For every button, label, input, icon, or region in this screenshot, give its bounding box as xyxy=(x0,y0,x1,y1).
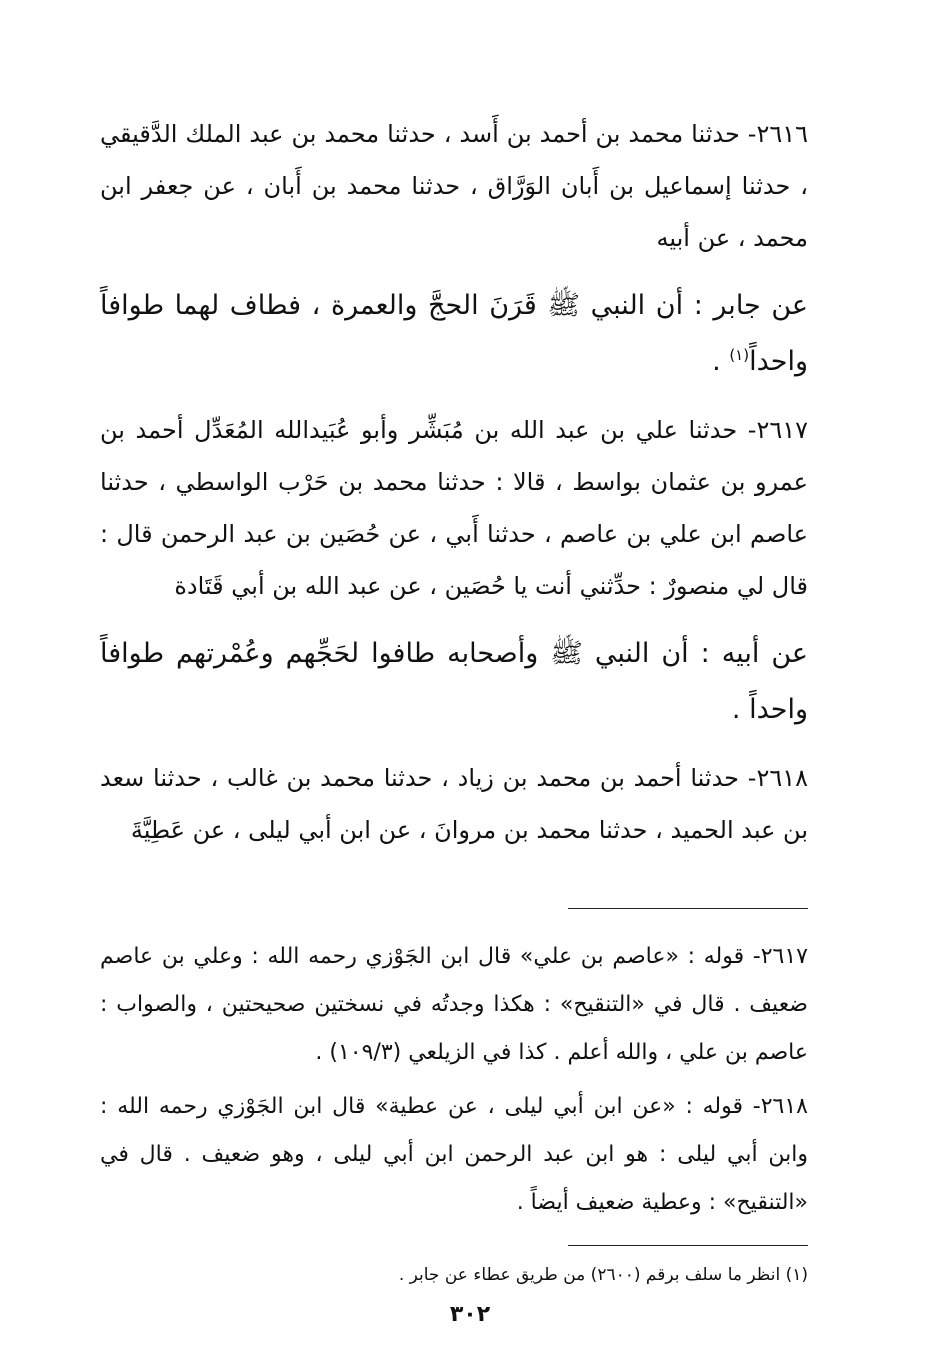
hadith-2616-text xyxy=(100,278,808,390)
commentary-2617: ٢٦١٧- قوله : «عاصم بن علي» قال ابن الجَوْزي رحمه الله : وعلي بن عاصم ضعيف . قال في «التنقيح» : هكذا وجدتُه في نسختين صحيحتين ، والصواب : عاصم بن علي ، والله أعلم . كذا في الزيلعي (١٠٩/٣) . xyxy=(100,944,808,1065)
hadith-2616-isnad: ٢٦١٦- حدثنا محمد بن أحمد بن أَسد ، حدثنا محمد بن عبد الملك الدَّقيقي ، حدثنا إسماعيل بن أَبان الوَرَّاق ، حدثنا محمد بن أَبان ، عن جعفر ابن محمد ، عن أبيه xyxy=(100,120,808,252)
footnote-mark: (١) xyxy=(729,346,750,364)
page-body xyxy=(100,108,808,1292)
footnote-divider xyxy=(568,1245,808,1246)
hadith-2616-text-main: عن جابر : أن النبي ﷺ قَرَنَ الحجَّ والعمرة ، فطاف لهما طوافاً واحداً xyxy=(100,290,808,377)
commentary-2618: ٢٦١٨- قوله : «عن ابن أبي ليلى ، عن عطية» قال ابن الجَوْزي رحمه الله : وابن أبي ليلى : هو ابن عبد الرحمن ابن أبي ليلى ، وهو ضعيف . قال في «التنقيح» : وعطية ضعيف أيضاً . xyxy=(100,1094,808,1215)
commentary-divider xyxy=(568,908,808,909)
footnote-1: (١) انظر ما سلف برقم (٢٦٠٠) من طريق عطاء عن جابر . xyxy=(398,1265,808,1285)
hadith-2617-isnad: ٢٦١٧- حدثنا علي بن عبد الله بن مُبَشِّر وأبو عُبَيدالله المُعَدِّل أحمد بن عمرو بن عثمان بواسط ، قالا : حدثنا محمد بن حَرْب الواسطي ، حدثنا عاصم ابن علي بن عاصم ، حدثنا أَبي ، عن حُصَين بن عبد الرحمن قال : قال لي منصورٌ : حدِّثني أنت يا حُصَين ، عن عبد الله بن أبي قَتَادة xyxy=(100,416,808,600)
hadith-2616-text-end: . xyxy=(712,346,730,377)
page-number: ٣٠٢ xyxy=(449,1302,491,1327)
hadith-2618-isnad: ٢٦١٨- حدثنا أحمد بن محمد بن زياد ، حدثنا محمد بن غالب ، حدثنا سعد بن عبد الحميد ، حدثنا محمد بن مروانَ ، عن ابن أبي ليلى ، عن عَطِيَّةَ xyxy=(100,764,808,844)
hadith-2617-text: عن أبيه : أن النبي ﷺ وأصحابه طافوا لحَجِّهم وعُمْرتهم طوافاً واحداً . xyxy=(100,638,808,725)
